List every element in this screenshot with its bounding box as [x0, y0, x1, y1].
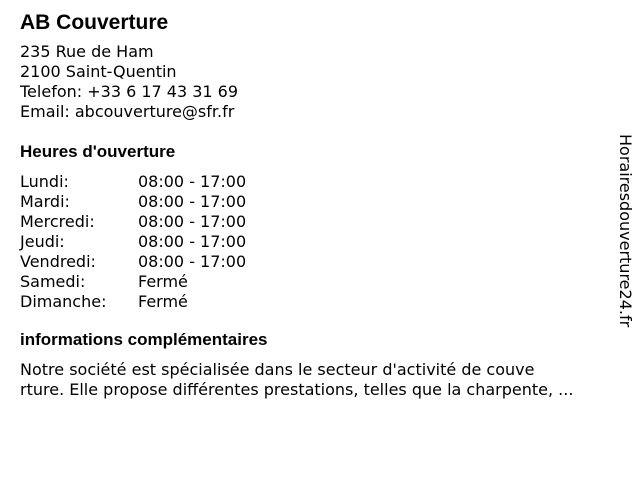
info-description: [20, 360, 612, 400]
hours-time: Fermé: [138, 272, 188, 291]
address-line-2: 2100 Saint-Quentin: [20, 62, 177, 81]
hours-day: Mardi:: [20, 192, 70, 211]
hours-day: Lundi:: [20, 172, 69, 191]
hours-heading: Heures d'ouverture: [20, 142, 176, 161]
hours-list: [20, 172, 612, 312]
hours-day: Jeudi:: [20, 232, 65, 251]
hours-row: [20, 192, 612, 212]
hours-row: [20, 232, 612, 252]
hours-time: 08:00 - 17:00: [138, 212, 247, 231]
phone-line: Telefon: +33 6 17 43 31 69: [20, 82, 239, 101]
hours-day: Samedi:: [20, 272, 86, 291]
hours-day: Dimanche:: [20, 292, 107, 311]
address-line-1: 235 Rue de Ham: [20, 42, 154, 61]
hours-row: [20, 212, 612, 232]
hours-row: [20, 172, 612, 192]
hours-time: 08:00 - 17:00: [138, 232, 247, 251]
hours-day: Vendredi:: [20, 252, 96, 271]
business-card: [20, 10, 612, 400]
hours-time: 08:00 - 17:00: [138, 252, 247, 271]
hours-time: Fermé: [138, 292, 188, 311]
info-heading: informations complémentaires: [20, 330, 268, 349]
hours-row: [20, 272, 612, 292]
info-description-line-2: rture. Elle propose différentes prestations, telles que la charpente, ...: [20, 380, 574, 399]
hours-row: [20, 252, 612, 272]
hours-day: Mercredi:: [20, 212, 95, 231]
hours-row: [20, 292, 612, 312]
email-line: Email: abcouverture@sfr.fr: [20, 102, 235, 121]
site-watermark: Horairesdouverture24.fr: [616, 134, 635, 328]
hours-time: 08:00 - 17:00: [138, 192, 247, 211]
info-description-line-1: Notre société est spécialisée dans le secteur d'activité de couve: [20, 360, 535, 379]
business-name: AB Couverture: [20, 11, 169, 34]
hours-time: 08:00 - 17:00: [138, 172, 247, 191]
